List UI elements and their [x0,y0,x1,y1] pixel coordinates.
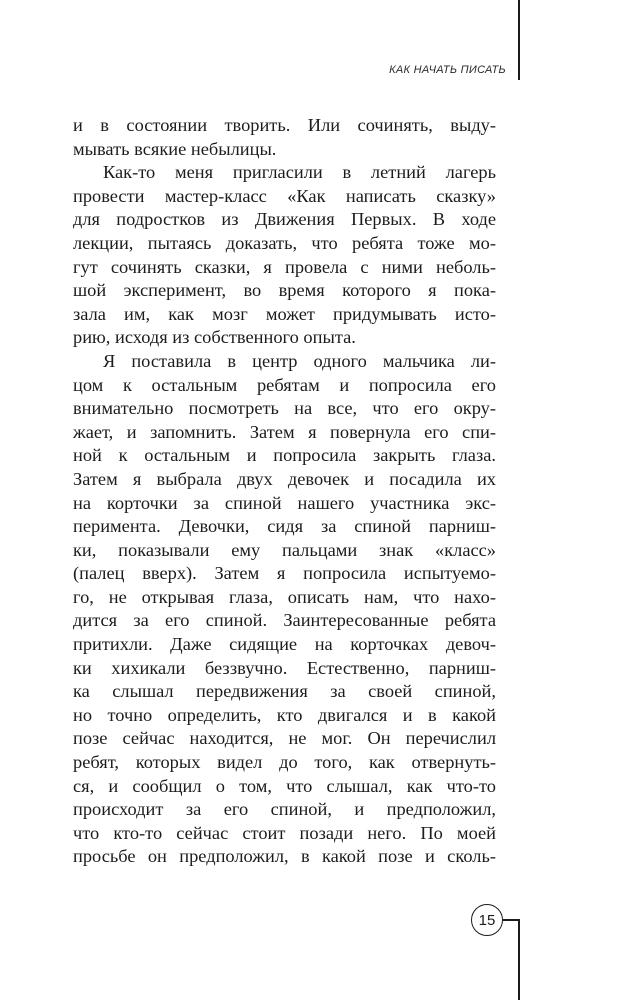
text-line: го, не открывая глаза, описать нам, что нахо- [73,586,496,607]
text-line: Как-то меня пригласили в летний лагерь [103,162,496,183]
page-number: 15 [471,904,503,936]
text-line: (палец вверх). Затем я попросила испытуемо- [73,563,496,584]
text-line: и в состоянии творить. Или сочинять, выду- [73,115,496,135]
text-line: ки, показывали ему пальцами знак «класс» [73,539,496,560]
bottom-margin-rule [518,919,520,1000]
text-line: притихли. Даже сидящие на корточках девоч- [73,634,496,655]
text-line: просьбе он предположил, в какой позе и сколь- [73,846,496,867]
text-line: Затем я выбрала двух девочек и посадила их [73,468,496,489]
text-line: провести мастер-класс «Как написать сказку» [73,185,496,206]
text-line: цом к остальным ребятам и попросила его [73,374,496,395]
text-line: позе сейчас находится, не мог. Он перечислил [73,728,496,749]
text-line: дится за его спиной. Заинтересованные ребята [73,610,496,631]
text-line: ка слышал передвижения за своей спиной, [73,681,496,702]
text-line: что кто-то сейчас стоит позади него. По моей [73,822,496,843]
text-line: жает, и запомнить. Затем я повернула его спи- [73,421,496,442]
text-line: лекции, пытаясь доказать, что ребята тоже мо- [73,232,496,253]
text-line: рию, исходя из собственного опыта. [73,327,356,348]
text-line: мывать всякие небылицы. [73,138,277,159]
text-line: перимента. Девочки, сидя за спиной парниш- [73,516,496,537]
text-line: но точно определить, кто двигался и в какой [73,704,496,725]
text-line: ной к остальным и попросила закрыть глаза. [73,445,496,466]
text-line: гут сочинять сказки, я провела с ними неболь- [73,256,496,277]
text-line: зала им, как мозг может придумывать исто- [73,303,496,324]
top-margin-rule [518,0,520,80]
text-line: ребят, которых видел до того, как отвернуть- [73,752,496,773]
text-line: Я поставила в центр одного мальчика ли- [103,350,496,371]
text-line: шой эксперимент, во время которого я пока- [73,280,496,301]
text-line: ся, и сообщил о том, что слышал, как что-то [73,775,496,796]
text-line: ки хихикали беззвучно. Естественно, парниш- [73,657,496,678]
text-line: для подростков из Движения Первых. В ходе [73,209,496,230]
body-text [73,114,496,869]
text-line: на корточки за спиной нашего участника экс- [73,492,496,513]
running-header: КАК НАЧАТЬ ПИСАТЬ [389,64,506,76]
text-line: происходит за его спиной, и предположил, [73,799,496,820]
text-line: внимательно посмотреть на все, что его окру- [73,398,496,419]
